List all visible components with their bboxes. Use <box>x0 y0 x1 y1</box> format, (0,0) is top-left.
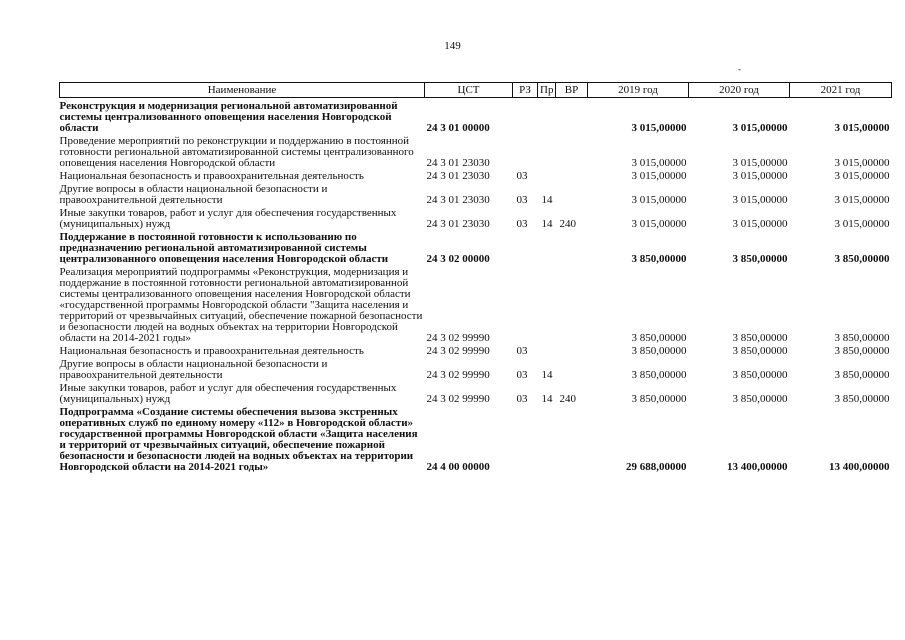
cell-rz: 03 <box>516 393 528 405</box>
cell-rz: 03 <box>516 345 528 357</box>
cell-pr: 14 <box>541 369 553 381</box>
cell-name: Поддержание в постоянной готовности к использованию по предназначению региональной автоматизированной системы централизованного оповещения населения Новгородской области <box>59 231 389 265</box>
header-name: Наименование <box>60 83 425 98</box>
cell-cst: 24 3 01 23030 <box>426 218 490 230</box>
cell-2021: 3 015,00000 <box>834 194 890 206</box>
cell-cst: 24 3 01 00000 <box>426 122 490 134</box>
cell-cst: 24 3 02 00000 <box>426 253 490 265</box>
cell-name: Национальная безопасность и правоохранительная деятельность <box>59 170 364 182</box>
cell-vr <box>556 170 588 183</box>
cell-vr: 240 <box>559 218 576 230</box>
table-row <box>60 183 892 207</box>
cell-pr <box>538 345 556 358</box>
cell-2020: 3 850,00000 <box>732 332 788 344</box>
cell-2020: 3 850,00000 <box>732 393 788 405</box>
cell-name: Другие вопросы в области национальной безопасности и правоохранительной деятельности <box>59 358 328 381</box>
cell-name: Подпрограмма «Создание системы обеспечения вызова экстренных оперативных служб по единому номеру «112» в Новгородской области» государственной программы Новгородской области «Защита населения и территорий от чрезвычайных ситуаций, обеспечение пожарной безопасности и безопасности людей на водных объектах на территории Новгородской области на 2014-2021 годы» <box>59 406 418 473</box>
table-header <box>60 83 892 98</box>
cell-vr <box>556 358 588 382</box>
header-2019: 2019 год <box>588 83 689 98</box>
cell-rz <box>513 231 538 266</box>
table-row <box>60 266 892 345</box>
cell-rz <box>513 406 538 474</box>
cell-2019: 29 688,00000 <box>626 461 687 473</box>
header-pr: Пр <box>538 83 556 98</box>
cell-vr <box>556 406 588 474</box>
cell-name: Реализация мероприятий подпрограммы «Реконструкция, модернизация и поддержание в постоянной готовности региональной автоматизированной системы централизованного оповещения населения Новгородской области «государственной программы Новгородской области "Защита населения и территорий от чрезвычайных ситуаций, обеспечение пожарной безопасности и безопасности людей на водных объектах на территории Новгородской области на 2014-2021 годы» <box>59 266 423 344</box>
cell-name: Другие вопросы в области национальной безопасности и правоохранительной деятельности <box>59 183 328 206</box>
cell-2020: 3 850,00000 <box>732 345 788 357</box>
budget-table <box>59 82 892 474</box>
cell-2021: 3 015,00000 <box>834 122 890 134</box>
cell-2021: 3 850,00000 <box>834 332 890 344</box>
header-cst: ЦСТ <box>425 83 513 98</box>
table-body <box>60 98 892 475</box>
cell-2020: 3 015,00000 <box>732 218 788 230</box>
cell-pr <box>538 135 556 170</box>
cell-2019: 3 850,00000 <box>631 393 687 405</box>
cell-cst: 24 3 01 23030 <box>426 194 490 206</box>
cell-cst: 24 3 01 23030 <box>426 157 490 169</box>
cell-name: Иные закупки товаров, работ и услуг для обеспечения государственных (муниципальных) нужд <box>59 207 397 230</box>
cell-rz <box>513 135 538 170</box>
cell-pr: 14 <box>541 218 553 230</box>
cell-vr <box>556 231 588 266</box>
cell-2021: 3 850,00000 <box>834 369 890 381</box>
cell-name: Реконструкция и модернизация региональной автоматизированной системы централизованного оповещения населения Новгородской области <box>59 100 398 134</box>
cell-2020: 13 400,00000 <box>727 461 788 473</box>
cell-2019: 3 850,00000 <box>631 332 687 344</box>
cell-2021: 3 015,00000 <box>834 218 890 230</box>
table-row <box>60 406 892 474</box>
cell-2020: 3 015,00000 <box>732 194 788 206</box>
cell-pr <box>538 406 556 474</box>
cell-rz: 03 <box>516 218 528 230</box>
cell-vr <box>556 98 588 136</box>
cell-pr <box>538 266 556 345</box>
cell-rz <box>513 98 538 136</box>
cell-2021: 3 850,00000 <box>834 393 890 405</box>
cell-vr <box>556 135 588 170</box>
table-row <box>60 98 892 136</box>
cell-2019: 3 015,00000 <box>631 218 687 230</box>
cell-2019: 3 015,00000 <box>631 157 687 169</box>
cell-2019: 3 850,00000 <box>631 345 687 357</box>
header-rz: РЗ <box>513 83 538 98</box>
page-number: 149 <box>444 40 461 52</box>
cell-rz: 03 <box>516 170 528 182</box>
cell-pr <box>538 98 556 136</box>
table-row <box>60 345 892 358</box>
cell-2021: 3 015,00000 <box>834 170 890 182</box>
cell-pr <box>538 170 556 183</box>
cell-2020: 3 015,00000 <box>732 122 788 134</box>
cell-name: Проведение мероприятий по реконструкции и поддержанию в постоянной готовности региональной автоматизированной системы централизованного оповещения населения Новгородской области <box>59 135 414 169</box>
cell-2020: 3 015,00000 <box>732 170 788 182</box>
cell-2019: 3 015,00000 <box>631 122 687 134</box>
header-vr: ВР <box>556 83 588 98</box>
table-row <box>60 135 892 170</box>
cell-2019: 3 850,00000 <box>631 369 687 381</box>
header-2020: 2020 год <box>689 83 790 98</box>
table-row <box>60 207 892 231</box>
cell-2021: 3 015,00000 <box>834 157 890 169</box>
cell-name: Национальная безопасность и правоохранительная деятельность <box>59 345 364 357</box>
cell-cst: 24 3 02 99990 <box>426 393 490 405</box>
cell-2020: 3 015,00000 <box>732 157 788 169</box>
cell-pr: 14 <box>541 393 553 405</box>
cell-cst: 24 3 01 23030 <box>426 170 490 182</box>
cell-2021: 3 850,00000 <box>834 253 890 265</box>
cell-rz <box>513 266 538 345</box>
cell-2019: 3 850,00000 <box>631 253 687 265</box>
cell-rz: 03 <box>516 194 528 206</box>
cell-name: Иные закупки товаров, работ и услуг для обеспечения государственных (муниципальных) нужд <box>59 382 397 405</box>
corner-mark: - <box>738 64 741 74</box>
cell-pr <box>538 231 556 266</box>
cell-rz: 03 <box>516 369 528 381</box>
cell-2020: 3 850,00000 <box>732 253 788 265</box>
cell-cst: 24 4 00 00000 <box>426 461 490 473</box>
cell-vr <box>556 345 588 358</box>
cell-vr: 240 <box>559 393 576 405</box>
cell-cst: 24 3 02 99990 <box>426 332 490 344</box>
cell-2021: 3 850,00000 <box>834 345 890 357</box>
cell-2020: 3 850,00000 <box>732 369 788 381</box>
header-2021: 2021 год <box>790 83 892 98</box>
header-row <box>60 83 892 98</box>
cell-vr <box>556 266 588 345</box>
table-row <box>60 358 892 382</box>
cell-cst: 24 3 02 99990 <box>426 345 490 357</box>
cell-2019: 3 015,00000 <box>631 194 687 206</box>
table-row <box>60 231 892 266</box>
cell-pr: 14 <box>541 194 553 206</box>
cell-vr <box>556 183 588 207</box>
table-row <box>60 382 892 406</box>
cell-cst: 24 3 02 99990 <box>426 369 490 381</box>
cell-2021: 13 400,00000 <box>829 461 890 473</box>
table-row <box>60 170 892 183</box>
cell-2019: 3 015,00000 <box>631 170 687 182</box>
